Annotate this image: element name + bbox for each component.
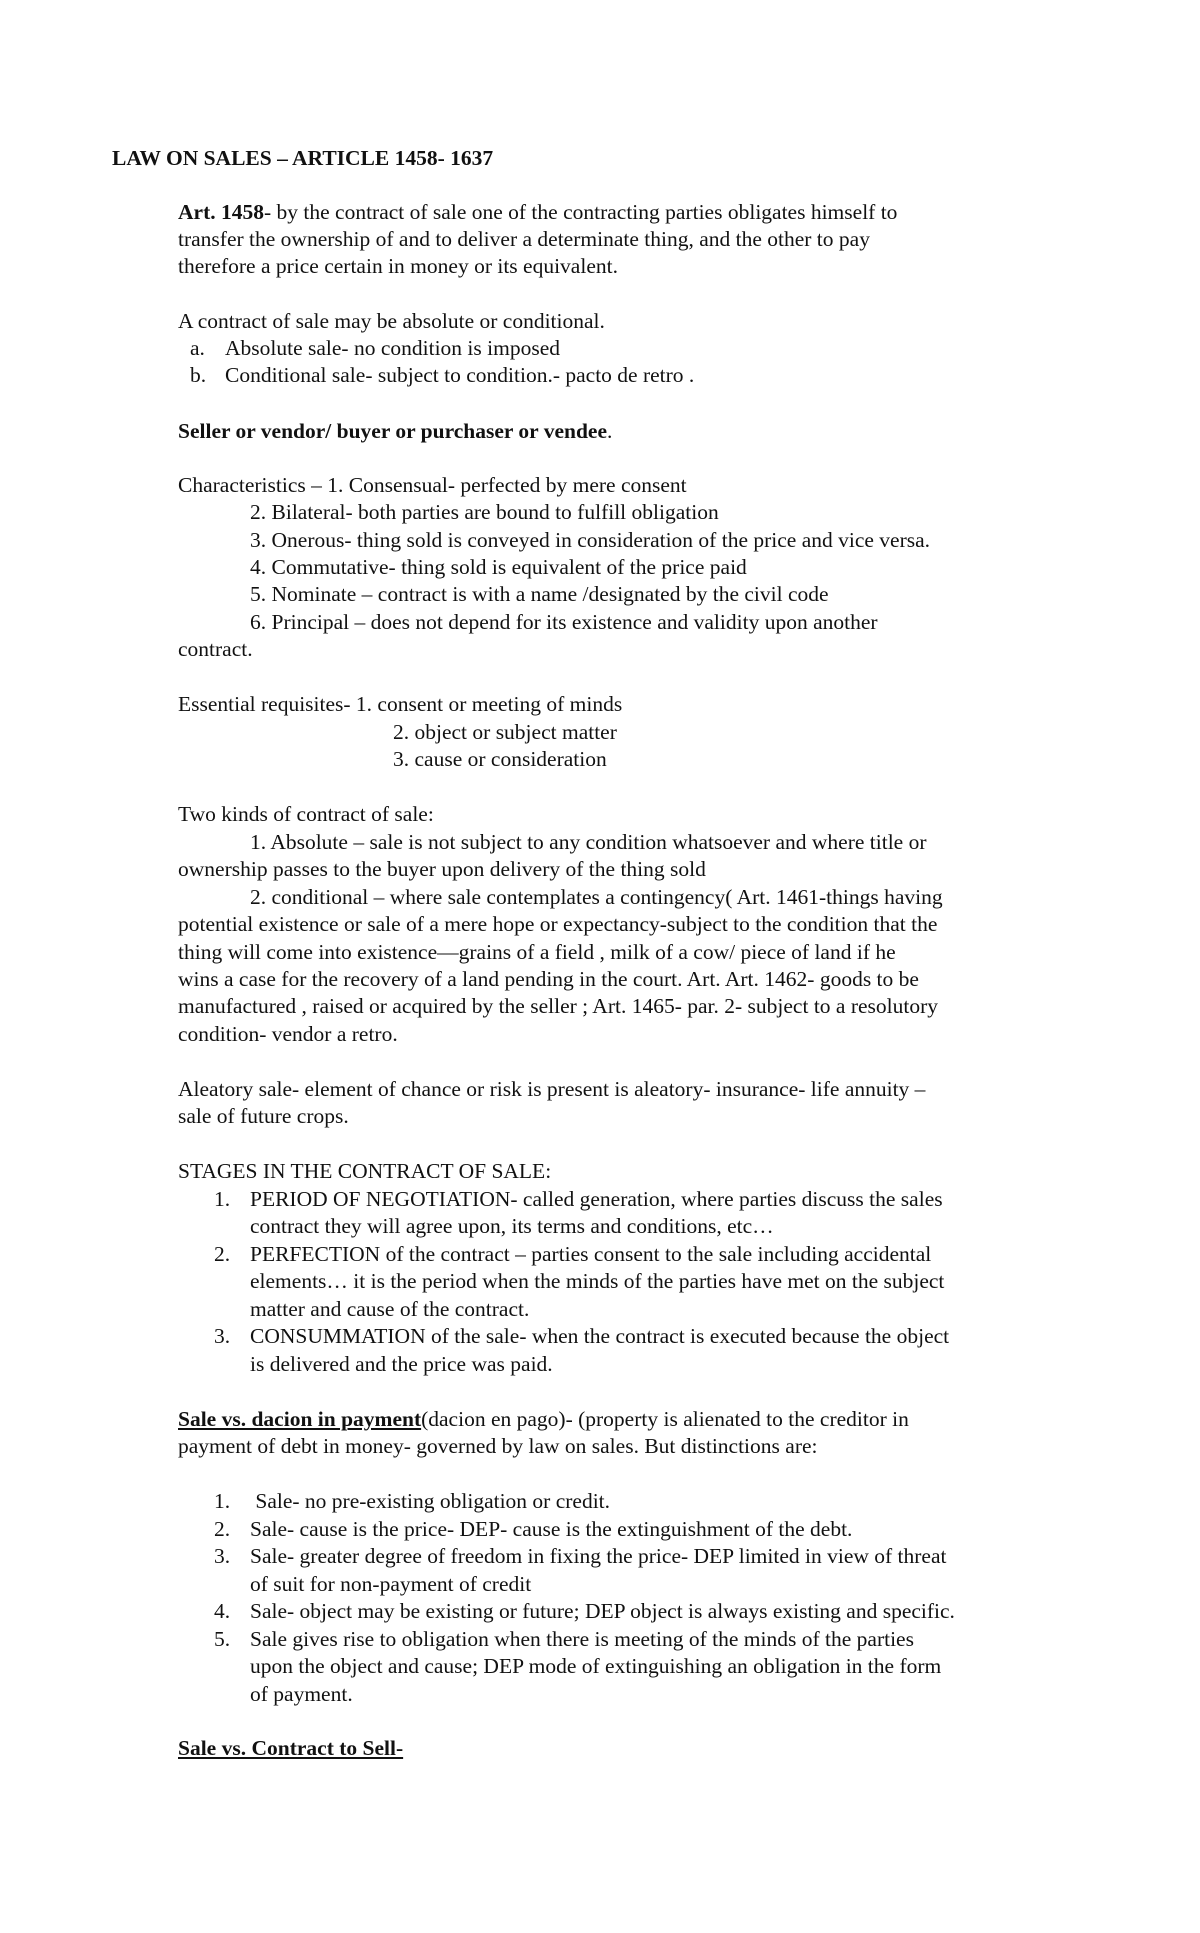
list-item: 4. Commutative- thing sold is equivalent of the price paid <box>250 555 747 579</box>
list-item: Sale gives rise to obligation when there is meeting of the minds of the parties <box>250 1627 914 1651</box>
list-item: Sale- greater degree of freedom in fixing the price- DEP limited in view of threat <box>250 1544 947 1568</box>
paragraph-line: payment of debt in money- governed by law on sales. But distinctions are: <box>178 1434 818 1458</box>
paragraph-line: sale of future crops. <box>178 1104 349 1128</box>
list-item: is delivered and the price was paid. <box>250 1352 553 1376</box>
list-item: 2. object or subject matter <box>393 720 617 744</box>
paragraph-line: 1. Absolute – sale is not subject to any condition whatsoever and where title or <box>250 830 927 854</box>
list-marker: 1. <box>214 1187 231 1211</box>
list-item: Sale- object may be existing or future; DEP object is always existing and specific. <box>250 1599 955 1623</box>
art1458-line3: therefore a price certain in money or its equivalent. <box>178 254 618 278</box>
paragraph-line: 2. conditional – where sale contemplates a contingency( Art. 1461-things having <box>250 885 943 909</box>
list-item: Sale- no pre-existing obligation or credit. <box>250 1489 611 1513</box>
list-item: PERFECTION of the contract – parties consent to the sale including accidental <box>250 1242 932 1266</box>
paragraph-line: Aleatory sale- element of chance or risk is present is aleatory- insurance- life annuity – <box>178 1077 926 1101</box>
dacion-line1 <box>178 1406 909 1434</box>
list-item: Conditional sale- subject to condition.- pacto de retro . <box>225 363 695 387</box>
paragraph-line: wins a case for the recovery of a land pending in the court. Art. Art. 1462- goods to be <box>178 967 919 991</box>
list-item: Absolute sale- no condition is imposed <box>225 336 561 360</box>
list-marker: 5. <box>214 1627 231 1651</box>
list-item: CONSUMMATION of the sale- when the contract is executed because the object <box>250 1324 950 1348</box>
art1458-text: - by the contract of sale one of the contracting parties obligates himself to <box>263 200 898 224</box>
contract-kinds-intro: A contract of sale may be absolute or conditional. <box>178 309 605 333</box>
list-marker: 1. <box>214 1489 231 1513</box>
two-kinds-intro: Two kinds of contract of sale: <box>178 802 434 826</box>
paragraph-line: ownership passes to the buyer upon delivery of the thing sold <box>178 857 706 881</box>
list-item: matter and cause of the contract. <box>250 1297 530 1321</box>
list-marker: b. <box>190 363 207 387</box>
art1458-line2: transfer the ownership of and to deliver a determinate thing, and the other to pay <box>178 227 870 251</box>
list-marker: a. <box>190 336 205 360</box>
dacion-heading: Sale vs. dacion in payment <box>178 1407 422 1431</box>
list-item: 6. Principal – does not depend for its existence and validity upon another <box>250 610 878 634</box>
characteristics-tail: contract. <box>178 637 253 661</box>
list-item: of suit for non-payment of credit <box>250 1572 532 1596</box>
art1458-label: Art. 1458 <box>178 200 264 224</box>
list-item: contract they will agree upon, its terms and conditions, etc… <box>250 1214 774 1238</box>
list-marker: 2. <box>214 1517 231 1541</box>
paragraph-line: manufactured , raised or acquired by the seller ; Art. 1465- par. 2- subject to a resolutory <box>178 994 939 1018</box>
paragraph-line: thing will come into existence—grains of a field , milk of a cow/ piece of land if he <box>178 940 896 964</box>
parties-line <box>178 418 612 446</box>
characteristics-lead: Characteristics – 1. Consensual- perfected by mere consent <box>178 473 687 497</box>
list-item: elements… it is the period when the minds of the parties have met on the subject <box>250 1269 945 1293</box>
list-marker: 3. <box>214 1324 231 1348</box>
contract-to-sell-heading: Sale vs. Contract to Sell- <box>178 1736 404 1760</box>
list-item: 5. Nominate – contract is with a name /designated by the civil code <box>250 582 829 606</box>
parties-bold: Seller or vendor/ buyer or purchaser or vendee <box>178 419 607 443</box>
list-item: PERIOD OF NEGOTIATION- called generation, where parties discuss the sales <box>250 1187 943 1211</box>
list-item: of payment. <box>250 1682 353 1706</box>
dacion-text: (dacion en pago)- (property is alienated to the creditor in <box>421 1407 909 1431</box>
requisites-lead: Essential requisites- 1. consent or meeting of minds <box>178 692 623 716</box>
list-item: 3. Onerous- thing sold is conveyed in consideration of the price and vice versa. <box>250 528 931 552</box>
list-item: 3. cause or consideration <box>393 747 607 771</box>
list-marker: 4. <box>214 1599 231 1623</box>
list-item: upon the object and cause; DEP mode of extinguishing an obligation in the form <box>250 1654 942 1678</box>
list-marker: 3. <box>214 1544 231 1568</box>
art1458-line1 <box>178 199 897 227</box>
list-marker: 2. <box>214 1242 231 1266</box>
paragraph-line: condition- vendor a retro. <box>178 1022 398 1046</box>
stages-heading: STAGES IN THE CONTRACT OF SALE: <box>178 1159 552 1183</box>
list-item: 2. Bilateral- both parties are bound to fulfill obligation <box>250 500 719 524</box>
parties-tail: . <box>607 419 613 443</box>
paragraph-line: potential existence or sale of a mere hope or expectancy-subject to the condition that the <box>178 912 938 936</box>
list-item: Sale- cause is the price- DEP- cause is the extinguishment of the debt. <box>250 1517 853 1541</box>
page-title: LAW ON SALES – ARTICLE 1458- 1637 <box>112 146 494 170</box>
